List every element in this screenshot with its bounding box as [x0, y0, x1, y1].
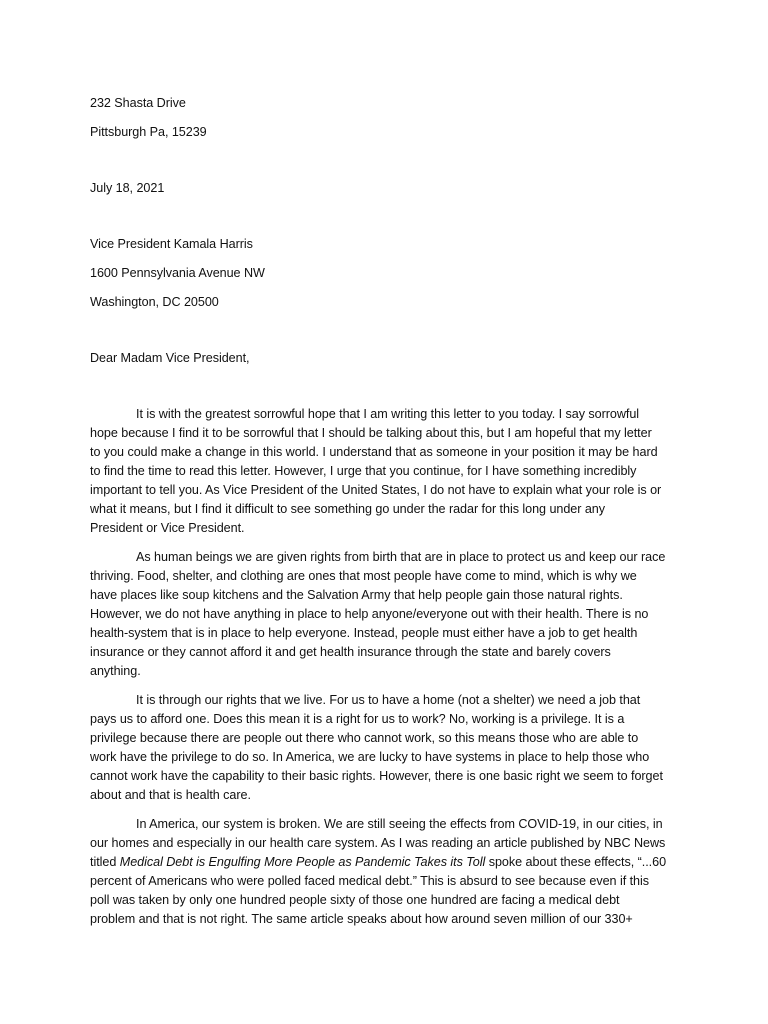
- article-title: Medical Debt is Engulfing More People as Pandemic Takes its Toll: [119, 855, 486, 869]
- paragraph-line: thriving. Food, shelter, and clothing are ones that most people have come to mind, which is why we: [90, 569, 637, 583]
- paragraph-line: about and that is health care.: [90, 788, 251, 802]
- letter-date: July 18, 2021: [90, 181, 165, 195]
- recipient-name: Vice President Kamala Harris: [90, 237, 253, 251]
- body-paragraph-3: [90, 691, 676, 805]
- letter-body: [90, 94, 676, 939]
- body-paragraph-1: [90, 405, 676, 538]
- paragraph-line: It is through our rights that we live. For us to have a home (not a shelter) we need a job that: [136, 693, 641, 707]
- recipient-address: [90, 235, 676, 312]
- paragraph-line: our homes and especially in our health care system. As I was reading an article published by NBC News: [90, 836, 666, 850]
- body-paragraph-4: [90, 815, 676, 929]
- paragraph-line: However, we do not have anything in place to help anyone/everyone out with their health. There is no: [90, 607, 649, 621]
- paragraph-line: to find the time to read this letter. However, I urge that you continue, for I have something incredibly: [90, 464, 637, 478]
- paragraph-line: hope because I find it to be sorrowful that I should be talking about this, but I am hopeful that my letter: [90, 426, 652, 440]
- line-prefix: titled: [90, 855, 120, 869]
- paragraph-line: poll was taken by only one hundred people sixty of those one hundred are facing a medical debt: [90, 893, 620, 907]
- recipient-street: 1600 Pennsylvania Avenue NW: [90, 266, 265, 280]
- recipient-city-state-zip: Washington, DC 20500: [90, 295, 219, 309]
- sender-street: 232 Shasta Drive: [90, 96, 186, 110]
- sender-address: [90, 94, 676, 142]
- paragraph-line: anything.: [90, 664, 141, 678]
- body-paragraph-2: [90, 548, 676, 681]
- sender-city-state-zip: Pittsburgh Pa, 15239: [90, 125, 207, 139]
- paragraph-line: health-system that is in place to help everyone. Instead, people must either have a job to get health: [90, 626, 638, 640]
- paragraph-line: [90, 853, 676, 872]
- salutation: Dear Madam Vice President,: [90, 351, 250, 365]
- paragraph-line: pays us to afford one. Does this mean it is a right for us to work? No, working is a privilege. It is a: [90, 712, 625, 726]
- paragraph-line: privilege because there are people out there who cannot work, so this means those who are able to: [90, 731, 639, 745]
- paragraph-line: what it means, but I find it difficult to see something go under the radar for this long under any: [90, 502, 606, 516]
- paragraph-line: President or Vice President.: [90, 521, 245, 535]
- paragraph-line: As human beings we are given rights from birth that are in place to protect us and keep our race: [136, 550, 666, 564]
- paragraph-line: cannot work have the capability to their basic rights. However, there is one basic right we seem to forget: [90, 769, 663, 783]
- paragraph-line: important to tell you. As Vice President of the United States, I do not have to explain what your role is or: [90, 483, 662, 497]
- paragraph-line: It is with the greatest sorrowful hope that I am writing this letter to you today. I say sorrowful: [136, 407, 640, 421]
- line-suffix: spoke about these effects, “...60: [485, 855, 667, 869]
- paragraph-line: work have the privilege to do so. In America, we are lucky to have systems in place to help those who: [90, 750, 650, 764]
- paragraph-line: have places like soup kitchens and the Salvation Army that help people gain those natural rights.: [90, 588, 623, 602]
- paragraph-line: percent of Americans who were polled faced medical debt.” This is absurd to see because even if this: [90, 874, 649, 888]
- paragraph-line: to you could make a change in this world. I understand that as someone in your position it may be hard: [90, 445, 658, 459]
- paragraph-line: problem and that is not right. The same article speaks about how around seven million of our 330+: [90, 912, 633, 926]
- paragraph-line: In America, our system is broken. We are still seeing the effects from COVID-19, in our cities, in: [136, 817, 663, 831]
- paragraph-line: insurance or they cannot afford it and get health insurance through the state and barely covers: [90, 645, 611, 659]
